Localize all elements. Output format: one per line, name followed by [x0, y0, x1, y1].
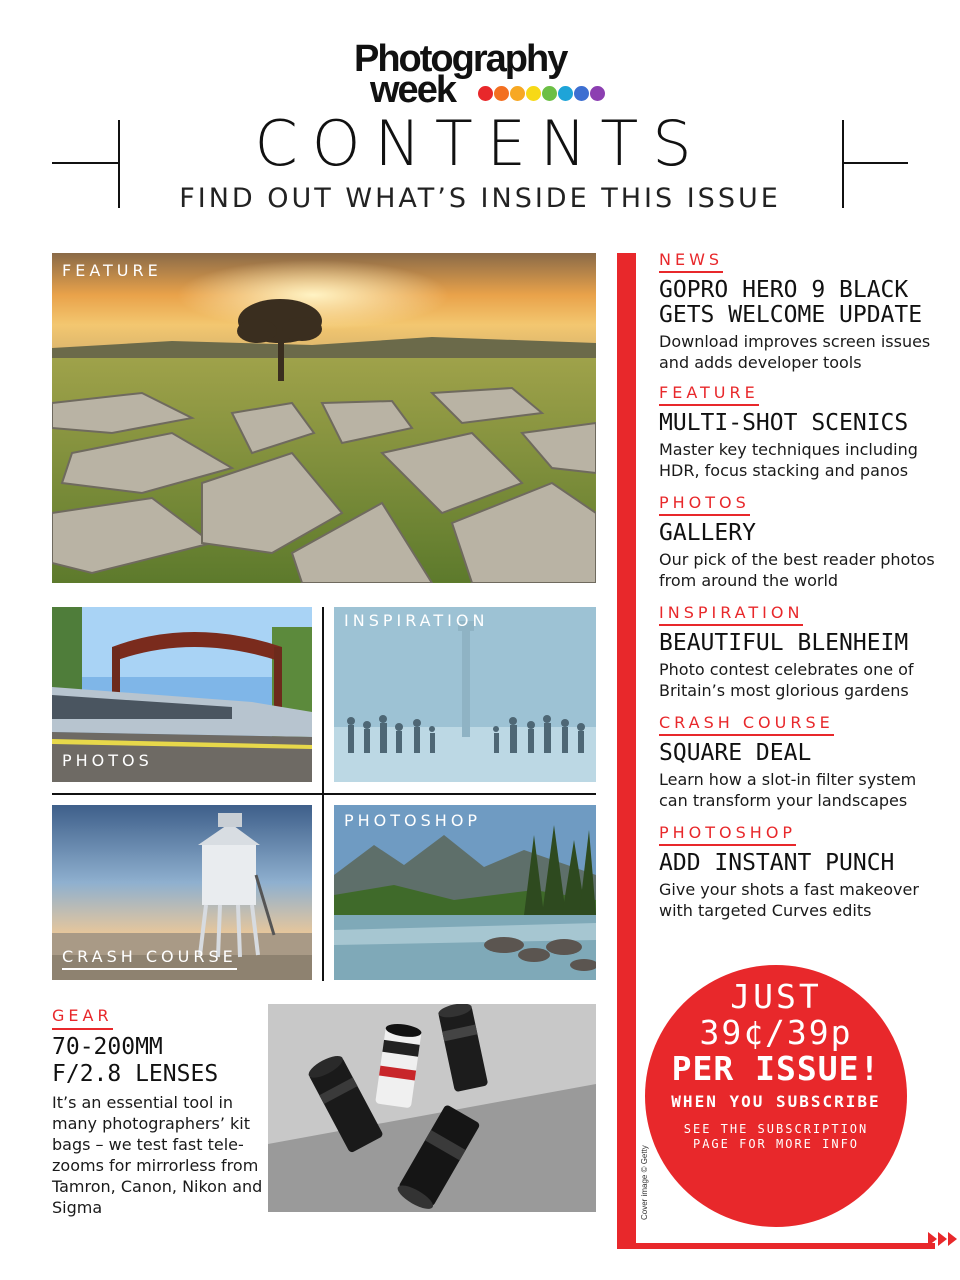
toc-title	[659, 278, 949, 328]
toc-item-photoshop[interactable]	[659, 823, 949, 921]
cover-image-credit: Cover image © Getty	[640, 1145, 649, 1220]
toc-category: INSPIRATION	[659, 603, 803, 626]
promo-more-info-line-1: SEE THE SUBSCRIPTION	[683, 1122, 869, 1136]
promo-more-info-line-2: PAGE FOR MORE INFO	[692, 1137, 860, 1151]
toc-title: BEAUTIFUL BLENHEIM	[659, 630, 909, 656]
promo-line-subscribe: WHEN YOU SUBSCRIBE	[671, 1092, 881, 1111]
next-page-arrows-icon[interactable]	[928, 1230, 958, 1248]
toc-category: NEWS	[659, 250, 723, 273]
toc-item-crash-course[interactable]	[659, 713, 949, 811]
gear-title	[52, 1034, 262, 1088]
photoshop-photo-label: PHOTOSHOP	[344, 811, 482, 830]
toc-category: FEATURE	[659, 383, 759, 406]
toc-title: SQUARE DEAL	[659, 740, 812, 766]
page-title: CONTENTS	[254, 107, 706, 180]
toc-title: MULTI-SHOT SCENICS	[659, 410, 909, 436]
brand-line-1: Photography	[354, 38, 567, 80]
gear-photo[interactable]	[268, 1004, 596, 1212]
inspiration-photo[interactable]	[334, 607, 596, 782]
page-subtitle: FIND OUT WHAT’S INSIDE THIS ISSUE	[179, 183, 781, 214]
promo-line-price: 39¢/39p	[699, 1013, 853, 1052]
foggy-statues-image	[334, 607, 596, 782]
brand-dot	[542, 86, 557, 101]
brand-logo	[354, 38, 614, 111]
toc-category: PHOTOSHOP	[659, 823, 796, 846]
toc-category: PHOTOS	[659, 493, 750, 516]
brand-dot	[510, 86, 525, 101]
toc-title-line-2: GETS WELCOME UPDATE	[659, 302, 923, 328]
photos-photo[interactable]	[52, 607, 312, 782]
promo-more-info	[645, 1122, 907, 1152]
promo-line-per-issue: PER ISSUE!	[671, 1049, 881, 1088]
toc-item-feature[interactable]	[659, 383, 949, 481]
accent-bar-horizontal	[617, 1243, 935, 1249]
accent-bar-vertical	[617, 253, 636, 1249]
feature-photo-label: FEATURE	[62, 261, 162, 280]
brand-dot	[558, 86, 573, 101]
brand-color-dots	[478, 86, 605, 101]
gear-description: It’s an essential tool in many photographers’ kit bags – we test fast tele-zooms for mirrorless from Tamron, Canon, Nikon and Sigma	[52, 1093, 263, 1217]
toc-description: Photo contest celebrates one of Britain’s most glorious gardens	[659, 660, 914, 700]
toc-item-inspiration[interactable]	[659, 603, 949, 701]
toc-item-photos[interactable]	[659, 493, 949, 591]
brand-line-2: week	[370, 69, 455, 111]
photoshop-photo[interactable]	[334, 805, 596, 980]
gear-title-line-1: 70-200MM	[52, 1034, 163, 1060]
brand-dot	[494, 86, 509, 101]
inspiration-photo-label: INSPIRATION	[344, 611, 489, 630]
gear-category: GEAR	[52, 1006, 113, 1030]
toc-title: GALLERY	[659, 520, 756, 546]
subscription-promo-badge[interactable]	[645, 965, 907, 1227]
feature-landscape-image	[52, 253, 596, 583]
gear-title-line-2: F/2.8 LENSES	[52, 1061, 219, 1087]
crash-course-photo[interactable]	[52, 805, 312, 980]
brand-dot	[478, 86, 493, 101]
mountain-river-image	[334, 805, 596, 980]
promo-line-just: JUST	[730, 977, 822, 1016]
toc-item-news[interactable]	[659, 250, 949, 373]
brand-dot	[574, 86, 589, 101]
crash-course-photo-label: CRASH COURSE	[62, 947, 237, 970]
toc-title-line-1: GOPRO HERO 9 BLACK	[659, 277, 909, 303]
toc-title: ADD INSTANT PUNCH	[659, 850, 895, 876]
brand-dot	[590, 86, 605, 101]
lenses-image	[268, 1004, 596, 1212]
toc-description: Master key techniques including HDR, focus stacking and panos	[659, 440, 918, 480]
feature-photo[interactable]	[52, 253, 596, 583]
toc-description: Learn how a slot-in filter system can transform your landscapes	[659, 770, 917, 810]
toc-category: CRASH COURSE	[659, 713, 834, 736]
photo-grid-divider-horizontal	[52, 793, 596, 795]
toc-description: Download improves screen issues and adds developer tools	[659, 332, 931, 372]
toc-description: Our pick of the best reader photos from around the world	[659, 550, 935, 590]
toc-description: Give your shots a fast makeover with targeted Curves edits	[659, 880, 919, 920]
brand-dot	[526, 86, 541, 101]
photos-photo-label: PHOTOS	[62, 751, 153, 770]
